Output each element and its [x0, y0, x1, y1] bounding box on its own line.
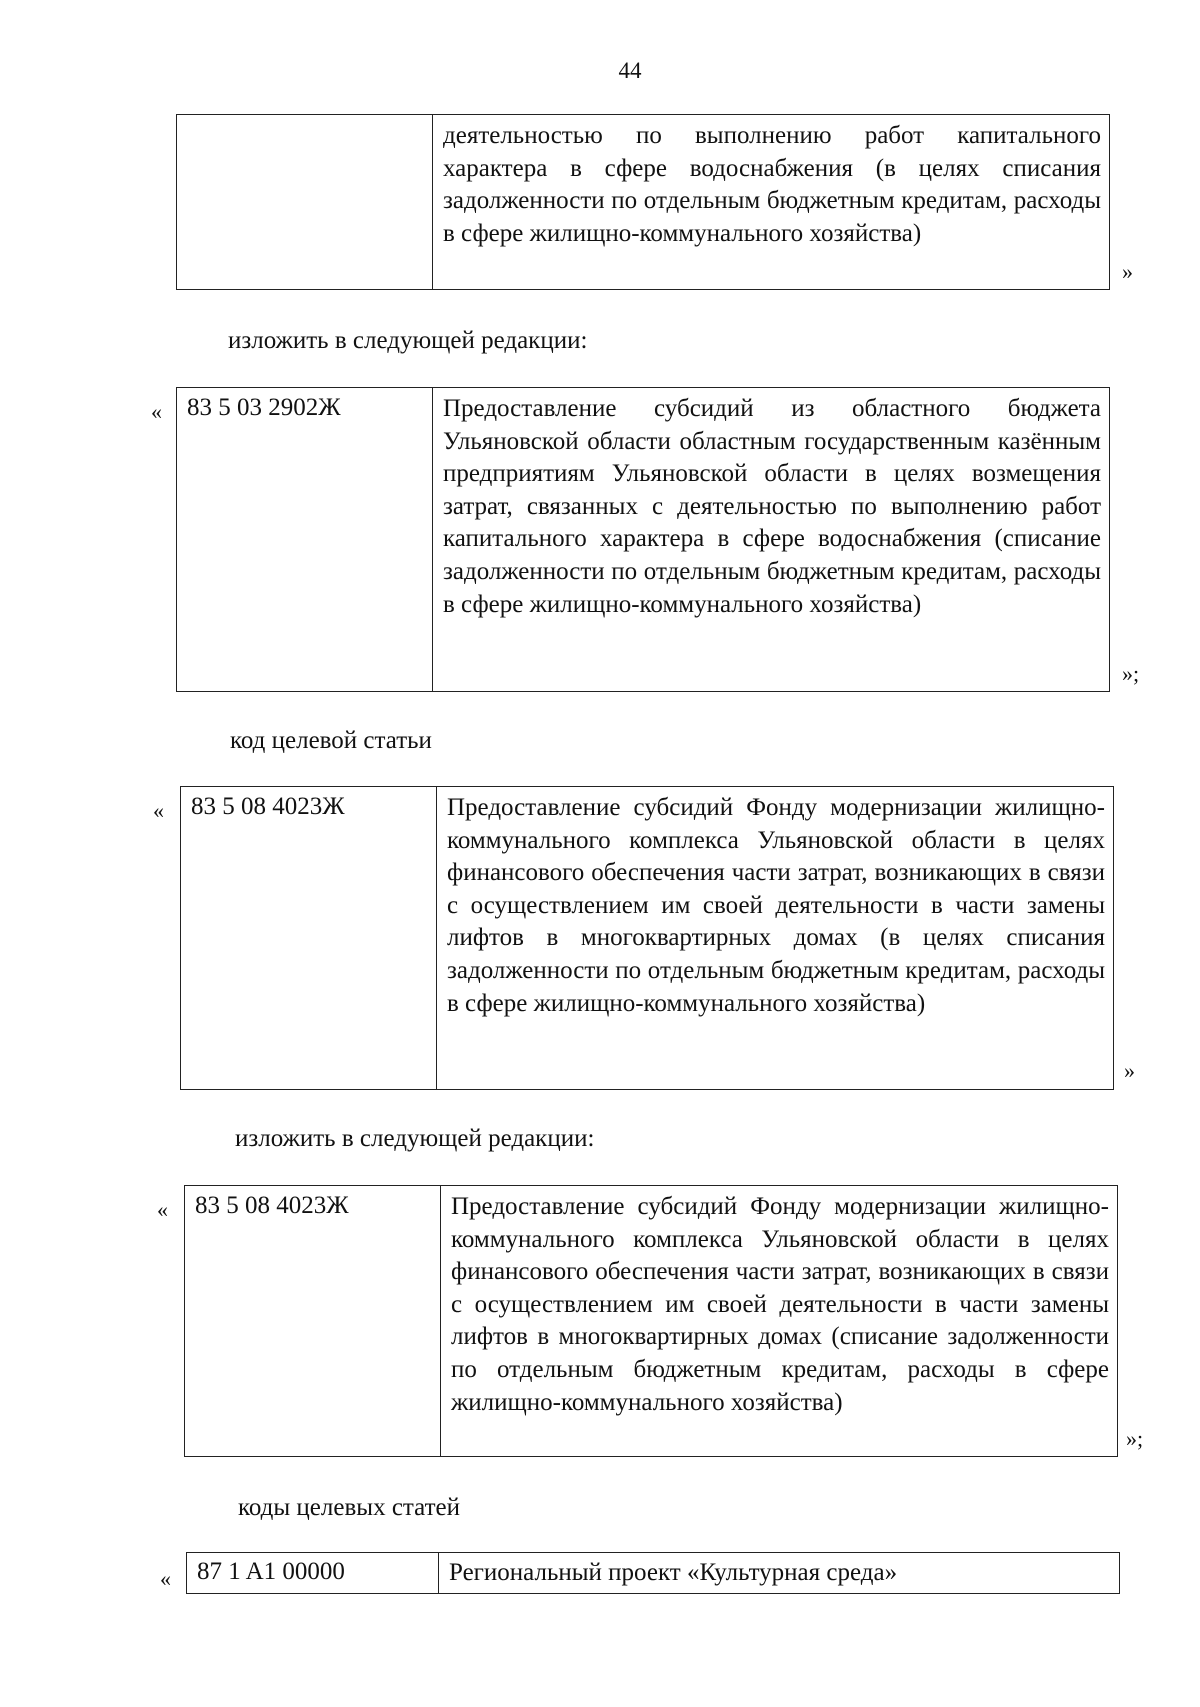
page-number: 44 — [618, 58, 642, 83]
opening-quote: « — [151, 399, 162, 424]
table-row-2902 — [176, 387, 1110, 692]
target-article-code — [177, 115, 433, 289]
opening-quote: « — [157, 1197, 168, 1222]
instruction-paragraph: изложить в следующей редакции: — [228, 327, 588, 354]
target-article-code: 83 5 08 4023Ж — [185, 1186, 441, 1456]
target-article-description: Предоставление субсидий из областного бюджета Ульяновской области областным государственным казённым предприятиям Ульяновской области в целях возмещения затрат, связанных с деятельностью по выполнению работ капитального характера в сфере водоснабжения (списание задолженности по отдельным бюджетным кредитам, расходы в сфере жилищно-коммунального хозяйства) — [443, 395, 1101, 618]
table-row-a1 — [186, 1552, 1120, 1594]
target-article-description: Региональный проект «Культурная среда» — [449, 1559, 898, 1586]
opening-quote: « — [160, 1566, 171, 1591]
closing-quote: » — [1124, 1058, 1135, 1083]
section-paragraph: код целевой статьи — [230, 727, 432, 754]
closing-quote: » — [1122, 259, 1133, 284]
target-article-code: 87 1 A1 00000 — [187, 1553, 439, 1593]
table-row-4023-new — [184, 1185, 1118, 1457]
instruction-paragraph: изложить в следующей редакции: — [235, 1125, 595, 1152]
target-article-description: Предоставление субсидий Фонду модернизации жилищно-коммунального комплекса Ульяновской области в целях финансового обеспечения части затрат, возникающих в связи с осуществлением им своей деятельности в части замены лифтов в многоквартирных домах (списание задолженности по отдельным бюджетным кредитам, расходы в сфере жилищно-коммунального хозяйства) — [451, 1193, 1109, 1416]
closing-quote: »; — [1126, 1426, 1144, 1451]
table-row-4023-old — [180, 786, 1114, 1090]
target-article-description: Предоставление субсидий Фонду модернизации жилищно-коммунального комплекса Ульяновской области в целях финансового обеспечения части затрат, возникающих в связи с осуществлением им своей деятельности в части замены лифтов в многоквартирных домах (в целях списания задолженности по отдельным бюджетным кредитам, расходы в сфере жилищно-коммунального хозяйства) — [447, 794, 1105, 1017]
section-paragraph: коды целевых статей — [238, 1494, 460, 1521]
table-row-continuation — [176, 114, 1110, 290]
opening-quote: « — [153, 798, 164, 823]
target-article-code: 83 5 08 4023Ж — [181, 787, 437, 1089]
target-article-code: 83 5 03 2902Ж — [177, 388, 433, 691]
target-article-description: деятельностью по выполнению работ капитального характера в сфере водоснабжения (в целях списания задолженности по отдельным бюджетным кредитам, расходы в сфере жилищно-коммунального хозяйства) — [443, 122, 1101, 247]
closing-quote: »; — [1122, 661, 1140, 686]
